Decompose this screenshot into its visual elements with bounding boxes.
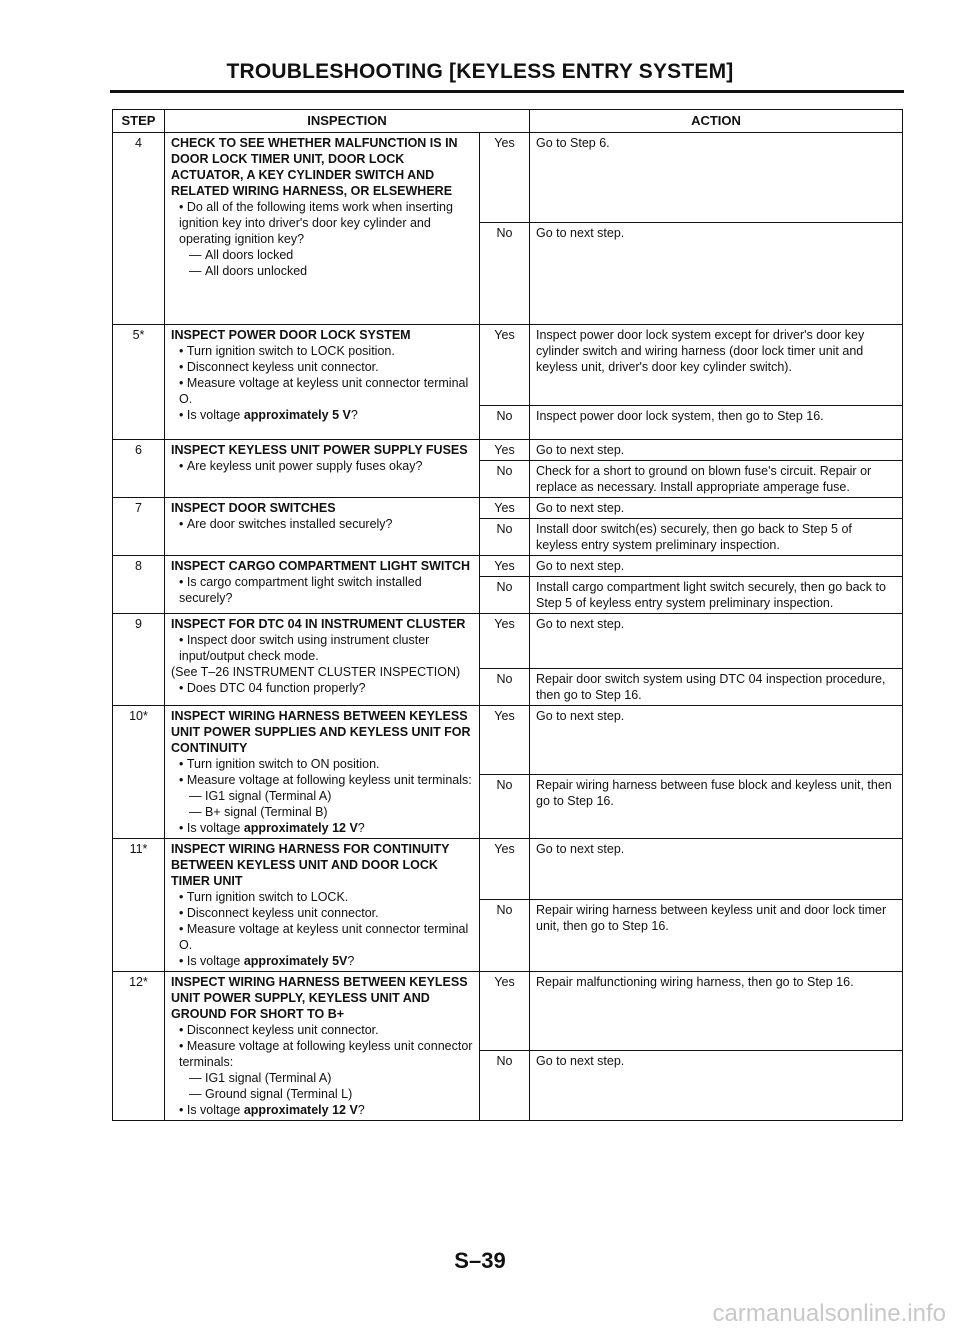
inspection-line: • Are door switches installed securely? (171, 516, 473, 532)
inspection-title: INSPECT FOR DTC 04 IN INSTRUMENT CLUSTER (171, 617, 466, 631)
yes-action: Go to next step. (530, 839, 903, 900)
yes-action: Go to next step. (530, 614, 903, 669)
inspection-line: • Does DTC 04 function properly? (171, 680, 473, 696)
inspection-title: INSPECT WIRING HARNESS BETWEEN KEYLESS UNIT POWER SUPPLY, KEYLESS UNIT AND GROUND FOR SHORT TO B+ (171, 975, 468, 1021)
inspection-subline: — Ground signal (Terminal L) (171, 1086, 473, 1102)
inspection-title: INSPECT DOOR SWITCHES (171, 501, 336, 515)
table-row (113, 440, 903, 461)
no-label: No (480, 519, 530, 556)
question-mark: ? (350, 408, 358, 422)
yes-label: Yes (480, 325, 530, 406)
yes-label: Yes (480, 133, 530, 223)
no-label: No (480, 461, 530, 498)
watermark: carmanualsonline.info (712, 1300, 946, 1327)
inspection-title: INSPECT CARGO COMPARTMENT LIGHT SWITCH (171, 559, 471, 573)
inspection-title: CHECK TO SEE WHETHER MALFUNCTION IS IN DOOR LOCK TIMER UNIT, DOOR LOCK ACTUATOR, A KEY CYLINDER SWITCH AND RELATED WIRING HARNESS, OR ELSEWHERE (171, 136, 458, 198)
step-number: 9 (113, 614, 165, 706)
table-row (113, 706, 903, 775)
header-action: ACTION (530, 110, 903, 133)
no-label: No (480, 1051, 530, 1121)
inspection-cell (165, 325, 480, 440)
title-rule (110, 90, 904, 93)
question-value: approximately 5V (243, 954, 348, 968)
no-action: Repair wiring harness between keyless unit and door lock timer unit, then go to Step 16. (530, 900, 903, 972)
page-number: S–39 (454, 1248, 506, 1273)
question-text: Is voltage (186, 821, 244, 835)
yes-action: Go to next step. (530, 498, 903, 519)
inspection-line: • Do all of the following items work when inserting ignition key into driver's door key cylinder and operating ignition key? (171, 199, 473, 247)
inspection-cell (165, 498, 480, 556)
inspection-question (171, 407, 473, 423)
inspection-line: • Measure voltage at keyless unit connector terminal O. (171, 375, 473, 407)
inspection-cell (165, 839, 480, 972)
inspection-line: • Inspect door switch using instrument cluster input/output check mode. (171, 632, 473, 664)
table-row (113, 325, 903, 406)
inspection-subline: — All doors unlocked (171, 263, 473, 279)
question-text: Is voltage (186, 954, 244, 968)
step-number: 10* (113, 706, 165, 839)
yes-label: Yes (480, 706, 530, 775)
yes-label: Yes (480, 614, 530, 669)
question-value: approximately 5 V (243, 408, 351, 422)
no-label: No (480, 669, 530, 706)
no-label: No (480, 900, 530, 972)
question-value: approximately 12 V (243, 821, 358, 835)
inspection-line: • Measure voltage at keyless unit connector terminal O. (171, 921, 473, 953)
inspection-line: • Are keyless unit power supply fuses okay? (171, 458, 473, 474)
step-number: 6 (113, 440, 165, 498)
step-number: 11* (113, 839, 165, 972)
table-row (113, 839, 903, 900)
inspection-subline: — IG1 signal (Terminal A) (171, 1070, 473, 1086)
yes-label: Yes (480, 440, 530, 461)
yes-label: Yes (480, 972, 530, 1051)
step-number: 5* (113, 325, 165, 440)
yes-action: Go to next step. (530, 706, 903, 775)
yes-action: Inspect power door lock system except for driver's door key cylinder switch and wiring harness (door lock timer unit and keyless unit, driver's door key cylinder switch). (530, 325, 903, 406)
inspection-line: • Disconnect keyless unit connector. (171, 1022, 473, 1038)
inspection-line: • Turn ignition switch to LOCK position. (171, 343, 473, 359)
inspection-reference: (See T–26 INSTRUMENT CLUSTER INSPECTION) (171, 665, 461, 679)
table-row (113, 614, 903, 669)
yes-label: Yes (480, 498, 530, 519)
inspection-cell (165, 972, 480, 1121)
step-number: 12* (113, 972, 165, 1121)
inspection-subline: — IG1 signal (Terminal A) (171, 788, 473, 804)
inspection-title: INSPECT POWER DOOR LOCK SYSTEM (171, 328, 411, 342)
no-label: No (480, 577, 530, 614)
no-action: Inspect power door lock system, then go to Step 16. (530, 406, 903, 440)
inspection-line: • Is cargo compartment light switch installed securely? (171, 574, 473, 606)
header-step: STEP (113, 110, 165, 133)
yes-action: Go to Step 6. (530, 133, 903, 223)
question-mark: ? (347, 954, 355, 968)
inspection-title: INSPECT WIRING HARNESS FOR CONTINUITY BETWEEN KEYLESS UNIT AND DOOR LOCK TIMER UNIT (171, 842, 450, 888)
inspection-question (171, 953, 473, 969)
no-label: No (480, 775, 530, 839)
inspection-cell (165, 133, 480, 325)
no-action: Install door switch(es) securely, then go back to Step 5 of keyless entry system preliminary inspection. (530, 519, 903, 556)
no-action: Repair door switch system using DTC 04 inspection procedure, then go to Step 16. (530, 669, 903, 706)
question-text: Is voltage (186, 1103, 244, 1117)
inspection-cell (165, 706, 480, 839)
question-value: approximately 12 V (243, 1103, 358, 1117)
inspection-cell (165, 614, 480, 706)
page-title: TROUBLESHOOTING [KEYLESS ENTRY SYSTEM] (226, 60, 734, 83)
step-number: 8 (113, 556, 165, 614)
no-label: No (480, 406, 530, 440)
question-mark: ? (357, 821, 365, 835)
inspection-line: • Turn ignition switch to ON position. (171, 756, 473, 772)
no-action: Install cargo compartment light switch securely, then go back to Step 5 of keyless entry system preliminary inspection. (530, 577, 903, 614)
inspection-cell (165, 556, 480, 614)
inspection-line: • Measure voltage at following keyless unit connector terminals: (171, 1038, 473, 1070)
inspection-subline: — B+ signal (Terminal B) (171, 804, 473, 820)
inspection-line: • Turn ignition switch to LOCK. (171, 889, 473, 905)
inspection-question (171, 1102, 473, 1118)
inspection-question (171, 820, 473, 836)
no-action: Check for a short to ground on blown fuse's circuit. Repair or replace as necessary. Install appropriate amperage fuse. (530, 461, 903, 498)
no-action: Repair wiring harness between fuse block and keyless unit, then go to Step 16. (530, 775, 903, 839)
table-row (113, 972, 903, 1051)
yes-label: Yes (480, 556, 530, 577)
question-text: Is voltage (186, 408, 244, 422)
yes-action: Go to next step. (530, 556, 903, 577)
header-inspection: INSPECTION (165, 110, 530, 133)
yes-action: Repair malfunctioning wiring harness, then go to Step 16. (530, 972, 903, 1051)
no-label: No (480, 223, 530, 325)
yes-action: Go to next step. (530, 440, 903, 461)
step-number: 7 (113, 498, 165, 556)
question-mark: ? (357, 1103, 365, 1117)
inspection-line: • Measure voltage at following keyless unit terminals: (171, 772, 473, 788)
yes-label: Yes (480, 839, 530, 900)
table-row (113, 133, 903, 223)
troubleshooting-table (112, 109, 903, 1121)
inspection-title: INSPECT KEYLESS UNIT POWER SUPPLY FUSES (171, 443, 468, 457)
inspection-line: • Disconnect keyless unit connector. (171, 905, 473, 921)
inspection-cell (165, 440, 480, 498)
table-row (113, 556, 903, 577)
table-header-row (113, 110, 903, 133)
no-action: Go to next step. (530, 1051, 903, 1121)
inspection-title: INSPECT WIRING HARNESS BETWEEN KEYLESS UNIT POWER SUPPLIES AND KEYLESS UNIT FOR CONTINUITY (171, 709, 471, 755)
table-row (113, 498, 903, 519)
step-number: 4 (113, 133, 165, 325)
inspection-line: • Disconnect keyless unit connector. (171, 359, 473, 375)
inspection-subline: — All doors locked (171, 247, 473, 263)
no-action: Go to next step. (530, 223, 903, 325)
